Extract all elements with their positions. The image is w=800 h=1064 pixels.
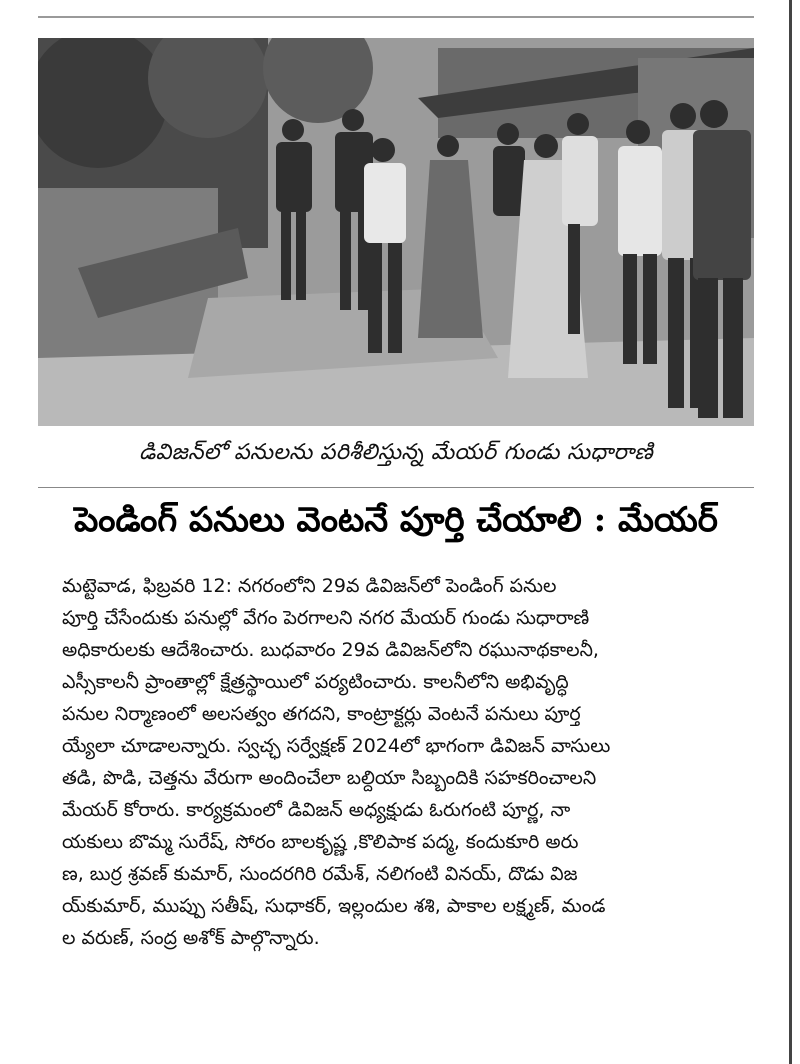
- body-line: మేయర్ కోరారు. కార్యక్రమంలో డివిజన్ అధ్యక్షుడు ఓరుగంటి పూర్ణ, నా: [62, 799, 571, 821]
- body-line: అధికారులకు ఆదేశించారు. బుధవారం 29వ డివిజన్‌లోని రఘునాథకాలనీ,: [62, 639, 599, 661]
- body-line: పూర్తి చేసేందుకు పనుల్లో వేగం పెరగాలని నగర మేయర్ గుండు సుధారాణి: [62, 607, 590, 629]
- page-edge-line: [789, 0, 792, 1064]
- photo-caption: డివిజన్‌లో పనులను పరిశీలిస్తున్న మేయర్ గుండు సుధారాణి: [139, 440, 653, 465]
- caption-divider: [38, 487, 754, 488]
- top-divider: [38, 16, 754, 18]
- photo-illustration: [38, 38, 754, 426]
- body-line: పనుల నిర్మాణంలో అలసత్వం తగదని, కాంట్రాక్టర్లు వెంటనే పనులు పూర్త: [62, 703, 581, 725]
- body-line: మట్టెవాడ, ఫిబ్రవరి 12: నగరంలోని 29వ డివిజన్‌లో పెండింగ్ పనుల: [62, 575, 557, 597]
- news-photo: [38, 38, 754, 426]
- body-line: ఎస్సీకాలనీ ప్రాంతాల్లో క్షేత్రస్థాయిలో పర్యటించారు. కాలనీలోని అభివృద్ధి: [62, 671, 569, 693]
- body-line: ణ, బుర్ర శ్రవణ్ కుమార్, సుందరగిరి రమేశ్, నలిగంటి వినయ్, దొడు విజ: [62, 863, 578, 885]
- body-line: తడి, పొడి, చెత్తను వేరుగా అందించేలా బల్దియా సిబ్బందికి సహకరించాలని: [62, 767, 597, 789]
- article-headline: పెండింగ్ పనులు వెంటనే పూర్తి చేయాలి : మేయర్: [74, 500, 718, 540]
- body-line: యకులు బొమ్మ సురేష్, సోరం బాలకృష్ణ ,కొలిపాక పద్మ, కందుకూరి అరు: [62, 831, 579, 853]
- body-line: య్యేలా చూడాలన్నారు. స్వచ్ఛ సర్వేక్షణ్ 2024లో భాగంగా డివిజన్ వాసులు: [62, 735, 611, 757]
- body-line: య్‌కుమార్, ముప్పు సతీష్, సుధాకర్, ఇల్లందుల శశి, పాకాల లక్ష్మణ్, మండ: [62, 895, 606, 917]
- body-line: ల వరుణ్, సంద్ర అశోక్ పాల్గొన్నారు.: [62, 927, 320, 949]
- article-body: [62, 570, 752, 954]
